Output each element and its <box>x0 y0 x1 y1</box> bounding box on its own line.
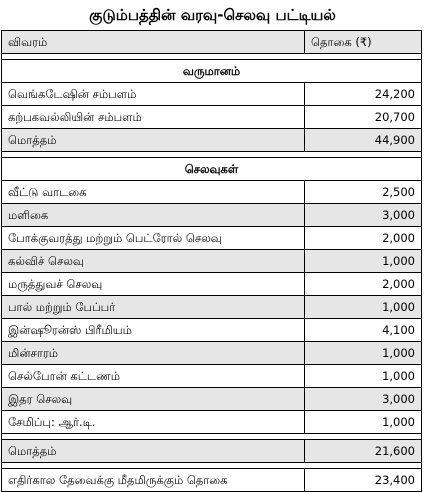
header-description: விவரம் <box>2 31 305 54</box>
table-row <box>2 411 422 434</box>
row-label: போக்குவரத்து மற்றும் பெட்ரோல் செலவு <box>2 227 305 250</box>
table-row <box>2 273 422 296</box>
total-amount: 21,600 <box>305 440 422 463</box>
row-amount: 2,000 <box>305 227 422 250</box>
total-label: மொத்தம் <box>2 440 305 463</box>
income-heading: வருமானம் <box>2 60 422 83</box>
section-heading-expenses <box>2 158 422 181</box>
row-amount: 20,700 <box>305 106 422 129</box>
row-label: பால் மற்றும் பேப்பர் <box>2 296 305 319</box>
table-row <box>2 106 422 129</box>
budget-table <box>1 30 422 492</box>
expenses-heading: செலவுகள் <box>2 158 422 181</box>
table-row <box>2 365 422 388</box>
row-label: இதர செலவு <box>2 388 305 411</box>
row-label: கல்விச் செலவு <box>2 250 305 273</box>
surplus-row <box>2 469 422 492</box>
row-amount: 24,200 <box>305 83 422 106</box>
income-total-row <box>2 129 422 152</box>
row-label: வெங்கடேஷின் சம்பளம் <box>2 83 305 106</box>
surplus-label: எதிர்கால தேவைக்கு மீதமிருக்கும் தொகை <box>2 469 305 492</box>
header-amount: தொகை (₹) <box>305 31 422 54</box>
row-amount: 2,500 <box>305 181 422 204</box>
table-row <box>2 342 422 365</box>
table-row <box>2 388 422 411</box>
row-amount: 2,000 <box>305 273 422 296</box>
row-label: மளிகை <box>2 204 305 227</box>
table-row <box>2 227 422 250</box>
surplus-amount: 23,400 <box>305 469 422 492</box>
row-amount: 1,000 <box>305 342 422 365</box>
table-row <box>2 181 422 204</box>
row-amount: 1,000 <box>305 411 422 434</box>
section-heading-income <box>2 60 422 83</box>
table-row <box>2 296 422 319</box>
row-amount: 1,000 <box>305 250 422 273</box>
table-row <box>2 204 422 227</box>
row-label: இன்ஷூரன்ஸ் பிரீமியம் <box>2 319 305 342</box>
row-label: வீட்டு வாடகை <box>2 181 305 204</box>
row-label: சேமிப்பு: ஆர்.டி. <box>2 411 305 434</box>
row-label: மின்சாரம் <box>2 342 305 365</box>
expenses-total-row <box>2 440 422 463</box>
page-title: குடும்பத்தின் வரவு-செலவு பட்டியல் <box>89 6 336 24</box>
row-label: கற்பகவல்லியின் சம்பளம் <box>2 106 305 129</box>
row-amount: 3,000 <box>305 204 422 227</box>
row-amount: 1,000 <box>305 296 422 319</box>
table-row <box>2 250 422 273</box>
row-amount: 3,000 <box>305 388 422 411</box>
row-label: செல்போன் கட்டணம் <box>2 365 305 388</box>
row-amount: 4,100 <box>305 319 422 342</box>
table-header-row <box>2 31 422 54</box>
table-row <box>2 319 422 342</box>
row-label: மருத்துவச் செலவு <box>2 273 305 296</box>
row-amount: 1,000 <box>305 365 422 388</box>
total-amount: 44,900 <box>305 129 422 152</box>
table-row <box>2 83 422 106</box>
total-label: மொத்தம் <box>2 129 305 152</box>
